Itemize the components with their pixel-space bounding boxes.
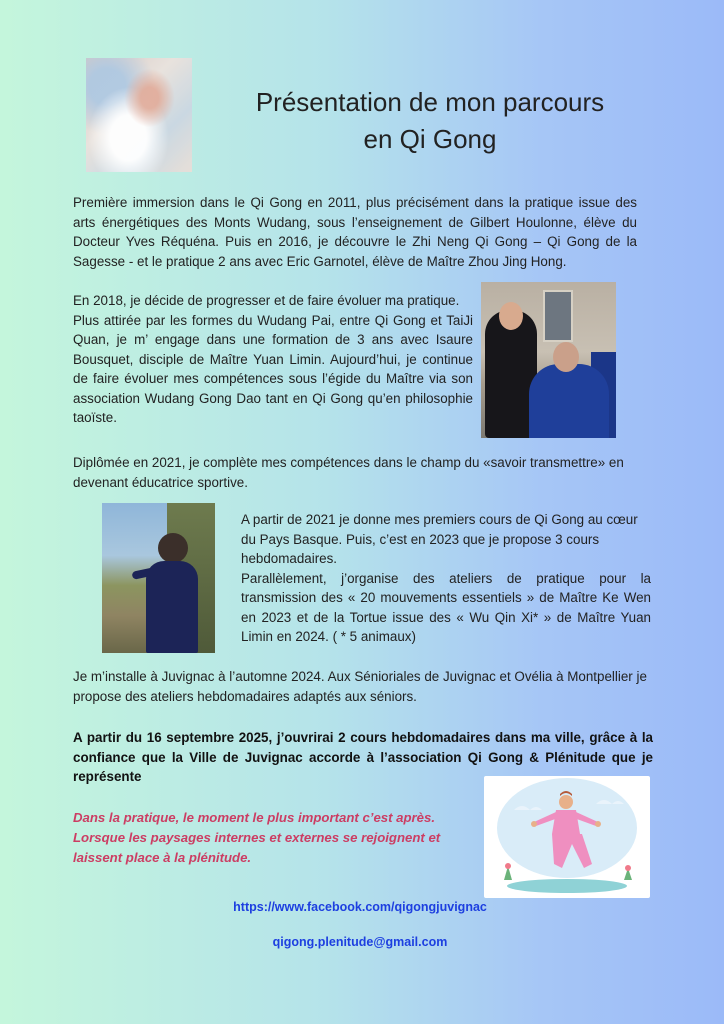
facebook-link[interactable]: https://www.facebook.com/qigongjuvignac — [233, 900, 487, 914]
quote-line-1: Dans la pratique, le moment le plus important c’est après. — [73, 810, 436, 825]
paragraph-2018-body: Plus attirée par les formes du Wudang Pai, entre Qi Gong et TaiJi Quan, je m’ engage dans une formation de 3 ans avec Isaure Bousquet, disciple de Maître Yuan Limin. Aujourd’hui, je continue de faire évoluer mes compétences sous l’égide du Maître via son association Wudang Gong Dao tant en Qi Gong qu’en philosophie taoïste. — [73, 312, 473, 425]
watercolor-header-image — [86, 58, 192, 172]
page-title — [200, 84, 660, 158]
email-link[interactable]: qigong.plenitude@gmail.com — [272, 935, 448, 949]
paragraph-diplome: Diplômée en 2021, je complète mes compétences dans le champ du «savoir transmettre» en devenant éducatrice sportive. — [73, 455, 624, 490]
paragraph-announcement: A partir du 16 septembre 2025, j’ouvrirai 2 cours hebdomadaires dans ma ville, grâce à la confiance que la Ville de Juvignac accorde à l’association Qi Gong & Plénitude que je représente — [73, 730, 653, 784]
quote-block — [73, 808, 473, 868]
outdoor-practice-photo — [102, 503, 215, 653]
paragraph-2018-line1: En 2018, je décide de progresser et de faire évoluer ma pratique. — [73, 293, 460, 308]
quote-line-2: Lorsque les paysages internes et externes se rejoignent et — [73, 830, 441, 845]
paragraph-cours — [241, 510, 651, 647]
paragraph-cours-part2: Parallèlement, j’organise des ateliers de pratique pour la transmission des « 20 mouvements essentiels » de Maître Ke Wen en 2023 et de la Tortue issue des « Wu Qin Xi* » de Maître Yuan Limin en 2024. ( * 5 animaux) — [241, 570, 651, 644]
paragraph-first-immersion: Première immersion dans le Qi Gong en 2011, plus précisément dans la pratique issue des arts énergétiques des Monts Wudang, sous l’enseignement de Gilbert Houlonne, élève du Docteur Yves Réquéna. Puis en 2016, je découvre le Zhi Neng Qi Gong – Qi Gong de la Sagesse - et le pratique 2 ans avec Eric Garnotel, élève de Maître Zhou Jing Hong. — [73, 195, 637, 269]
qigong-illustration — [484, 776, 650, 898]
practitioner-illustration-icon — [484, 776, 650, 898]
title-line-2: en Qi Gong — [363, 124, 497, 154]
title-line-1: Présentation de mon parcours — [255, 87, 605, 117]
quote-line-3: laissent place à la plénitude. — [73, 850, 252, 865]
group-photo — [481, 282, 616, 438]
paragraph-juvignac: Je m’installe à Juvignac à l’automne 2024. Aux Sénioriales de Juvignac et Ovélia à Montpellier je propose des ateliers hebdomadaires adaptés aux séniors. — [73, 669, 647, 704]
paragraph-2018 — [73, 291, 473, 428]
paragraph-cours-part1: A partir de 2021 je donne mes premiers cours de Qi Gong au cœur du Pays Basque. Puis, c’est en 2023 que je propose 3 cours hebdomadaires. — [241, 512, 638, 566]
